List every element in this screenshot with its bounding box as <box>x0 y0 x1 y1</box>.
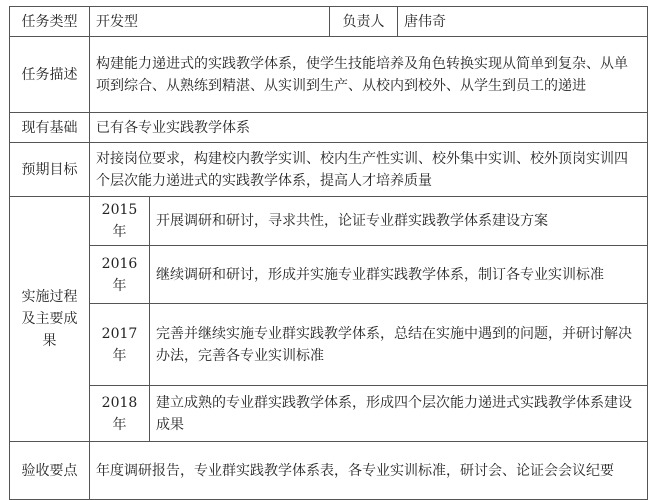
value-goal: 对接岗位要求，构建校内教学实训、校内生产性实训、校外集中实训、校外顶岗实训四个层次能力递进式的实践教学体系，提高人才培养质量 <box>90 143 648 197</box>
process-year: 2018 年 <box>90 386 150 442</box>
process-row-2015 <box>10 197 648 246</box>
value-task-type: 开发型 <box>90 7 330 37</box>
process-row-2017 <box>10 304 648 386</box>
row-basis <box>10 113 648 143</box>
label-owner: 负责人 <box>330 7 398 37</box>
value-acceptance: 年度调研报告，专业群实践教学体系表，各专业实训标准，研讨会、论证会会议纪要 <box>90 442 648 500</box>
row-acceptance <box>10 442 648 500</box>
process-text: 建立成熟的专业群实践教学体系，形成四个层次能力递进式实践教学体系建设成果 <box>150 386 648 442</box>
label-task-desc: 任务描述 <box>10 37 90 113</box>
process-year: 2017 年 <box>90 304 150 386</box>
task-table <box>9 6 648 500</box>
value-basis: 已有各专业实践教学体系 <box>90 113 648 143</box>
label-acceptance: 验收要点 <box>10 442 90 500</box>
row-task-type <box>10 7 648 37</box>
value-task-desc: 构建能力递进式的实践教学体系，使学生技能培养及角色转换实现从简单到复杂、从单项到综合、从熟练到精湛、从实训到生产、从校内到校外、从学生到员工的递进 <box>90 37 648 113</box>
value-owner: 唐伟奇 <box>398 7 648 37</box>
row-task-desc <box>10 37 648 113</box>
process-year: 2016 年 <box>90 246 150 304</box>
process-row-2016 <box>10 246 648 304</box>
process-text: 继续调研和研讨，形成并实施专业群实践教学体系，制订各专业实训标准 <box>150 246 648 304</box>
process-text: 开展调研和研讨，寻求共性，论证专业群实践教学体系建设方案 <box>150 197 648 246</box>
label-task-type: 任务类型 <box>10 7 90 37</box>
process-row-2018 <box>10 386 648 442</box>
label-process: 实施过程及主要成果 <box>10 197 90 442</box>
label-goal: 预期目标 <box>10 143 90 197</box>
process-year: 2015 年 <box>90 197 150 246</box>
label-basis: 现有基础 <box>10 113 90 143</box>
row-goal <box>10 143 648 197</box>
process-text: 完善并继续实施专业群实践教学体系，总结在实施中遇到的问题，并研讨解决办法，完善各专业实训标准 <box>150 304 648 386</box>
